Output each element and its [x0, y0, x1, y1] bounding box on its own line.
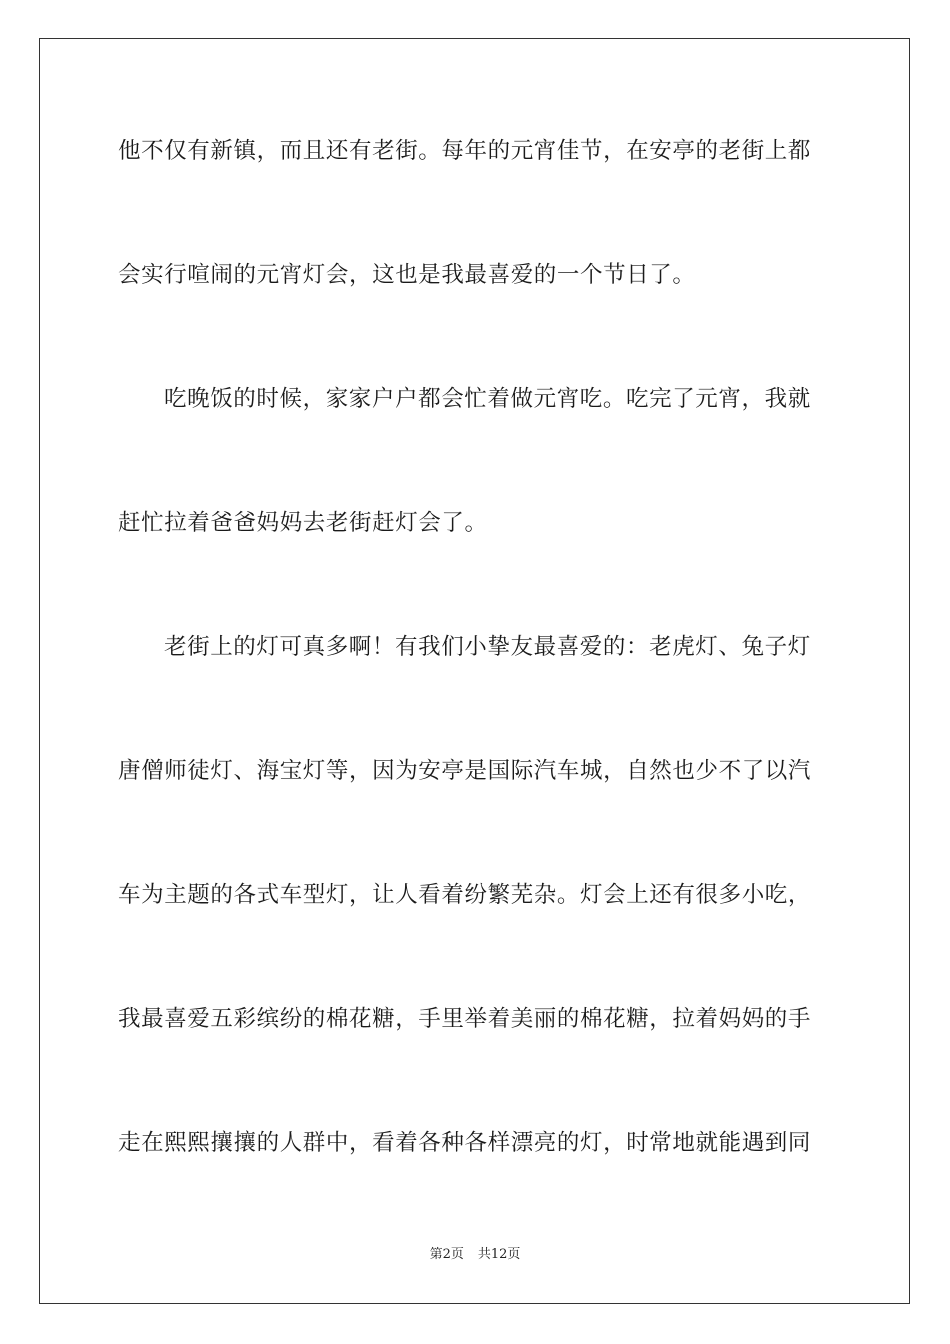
- paragraph-first-line: 吃晚饭的时候，家家户户都会忙着做元宵吃。吃完了元宵，我就: [164, 386, 811, 412]
- page-footer: [0, 1246, 950, 1264]
- text-line: 车为主题的各式车型灯，让人看着纷繁芜杂。灯会上还有很多小吃，: [118, 882, 812, 908]
- text-line: 赶忙拉着爸爸妈妈去老街赶灯会了。: [118, 510, 488, 536]
- text-line: 走在熙熙攘攘的人群中，看着各种各样漂亮的灯，时常地就能遇到同: [118, 1130, 812, 1156]
- text-line: 我最喜爱五彩缤纷的棉花糖，手里举着美丽的棉花糖，拉着妈妈的手: [118, 1006, 812, 1032]
- text-line: 他不仅有新镇，而且还有老街。每年的元宵佳节，在安亭的老街上都: [118, 138, 812, 164]
- page-number-total: 共12页: [477, 1247, 521, 1262]
- text-line: 会实行喧闹的元宵灯会，这也是我最喜爱的一个节日了。: [118, 262, 696, 288]
- paragraph-first-line: 老街上的灯可真多啊！有我们小挚友最喜爱的：老虎灯、兔子灯: [164, 634, 811, 660]
- text-line: 唐僧师徒灯、海宝灯等，因为安亭是国际汽车城，自然也少不了以汽: [118, 758, 812, 784]
- page-number-current: 第2页: [429, 1247, 464, 1262]
- page-border: [39, 38, 910, 1304]
